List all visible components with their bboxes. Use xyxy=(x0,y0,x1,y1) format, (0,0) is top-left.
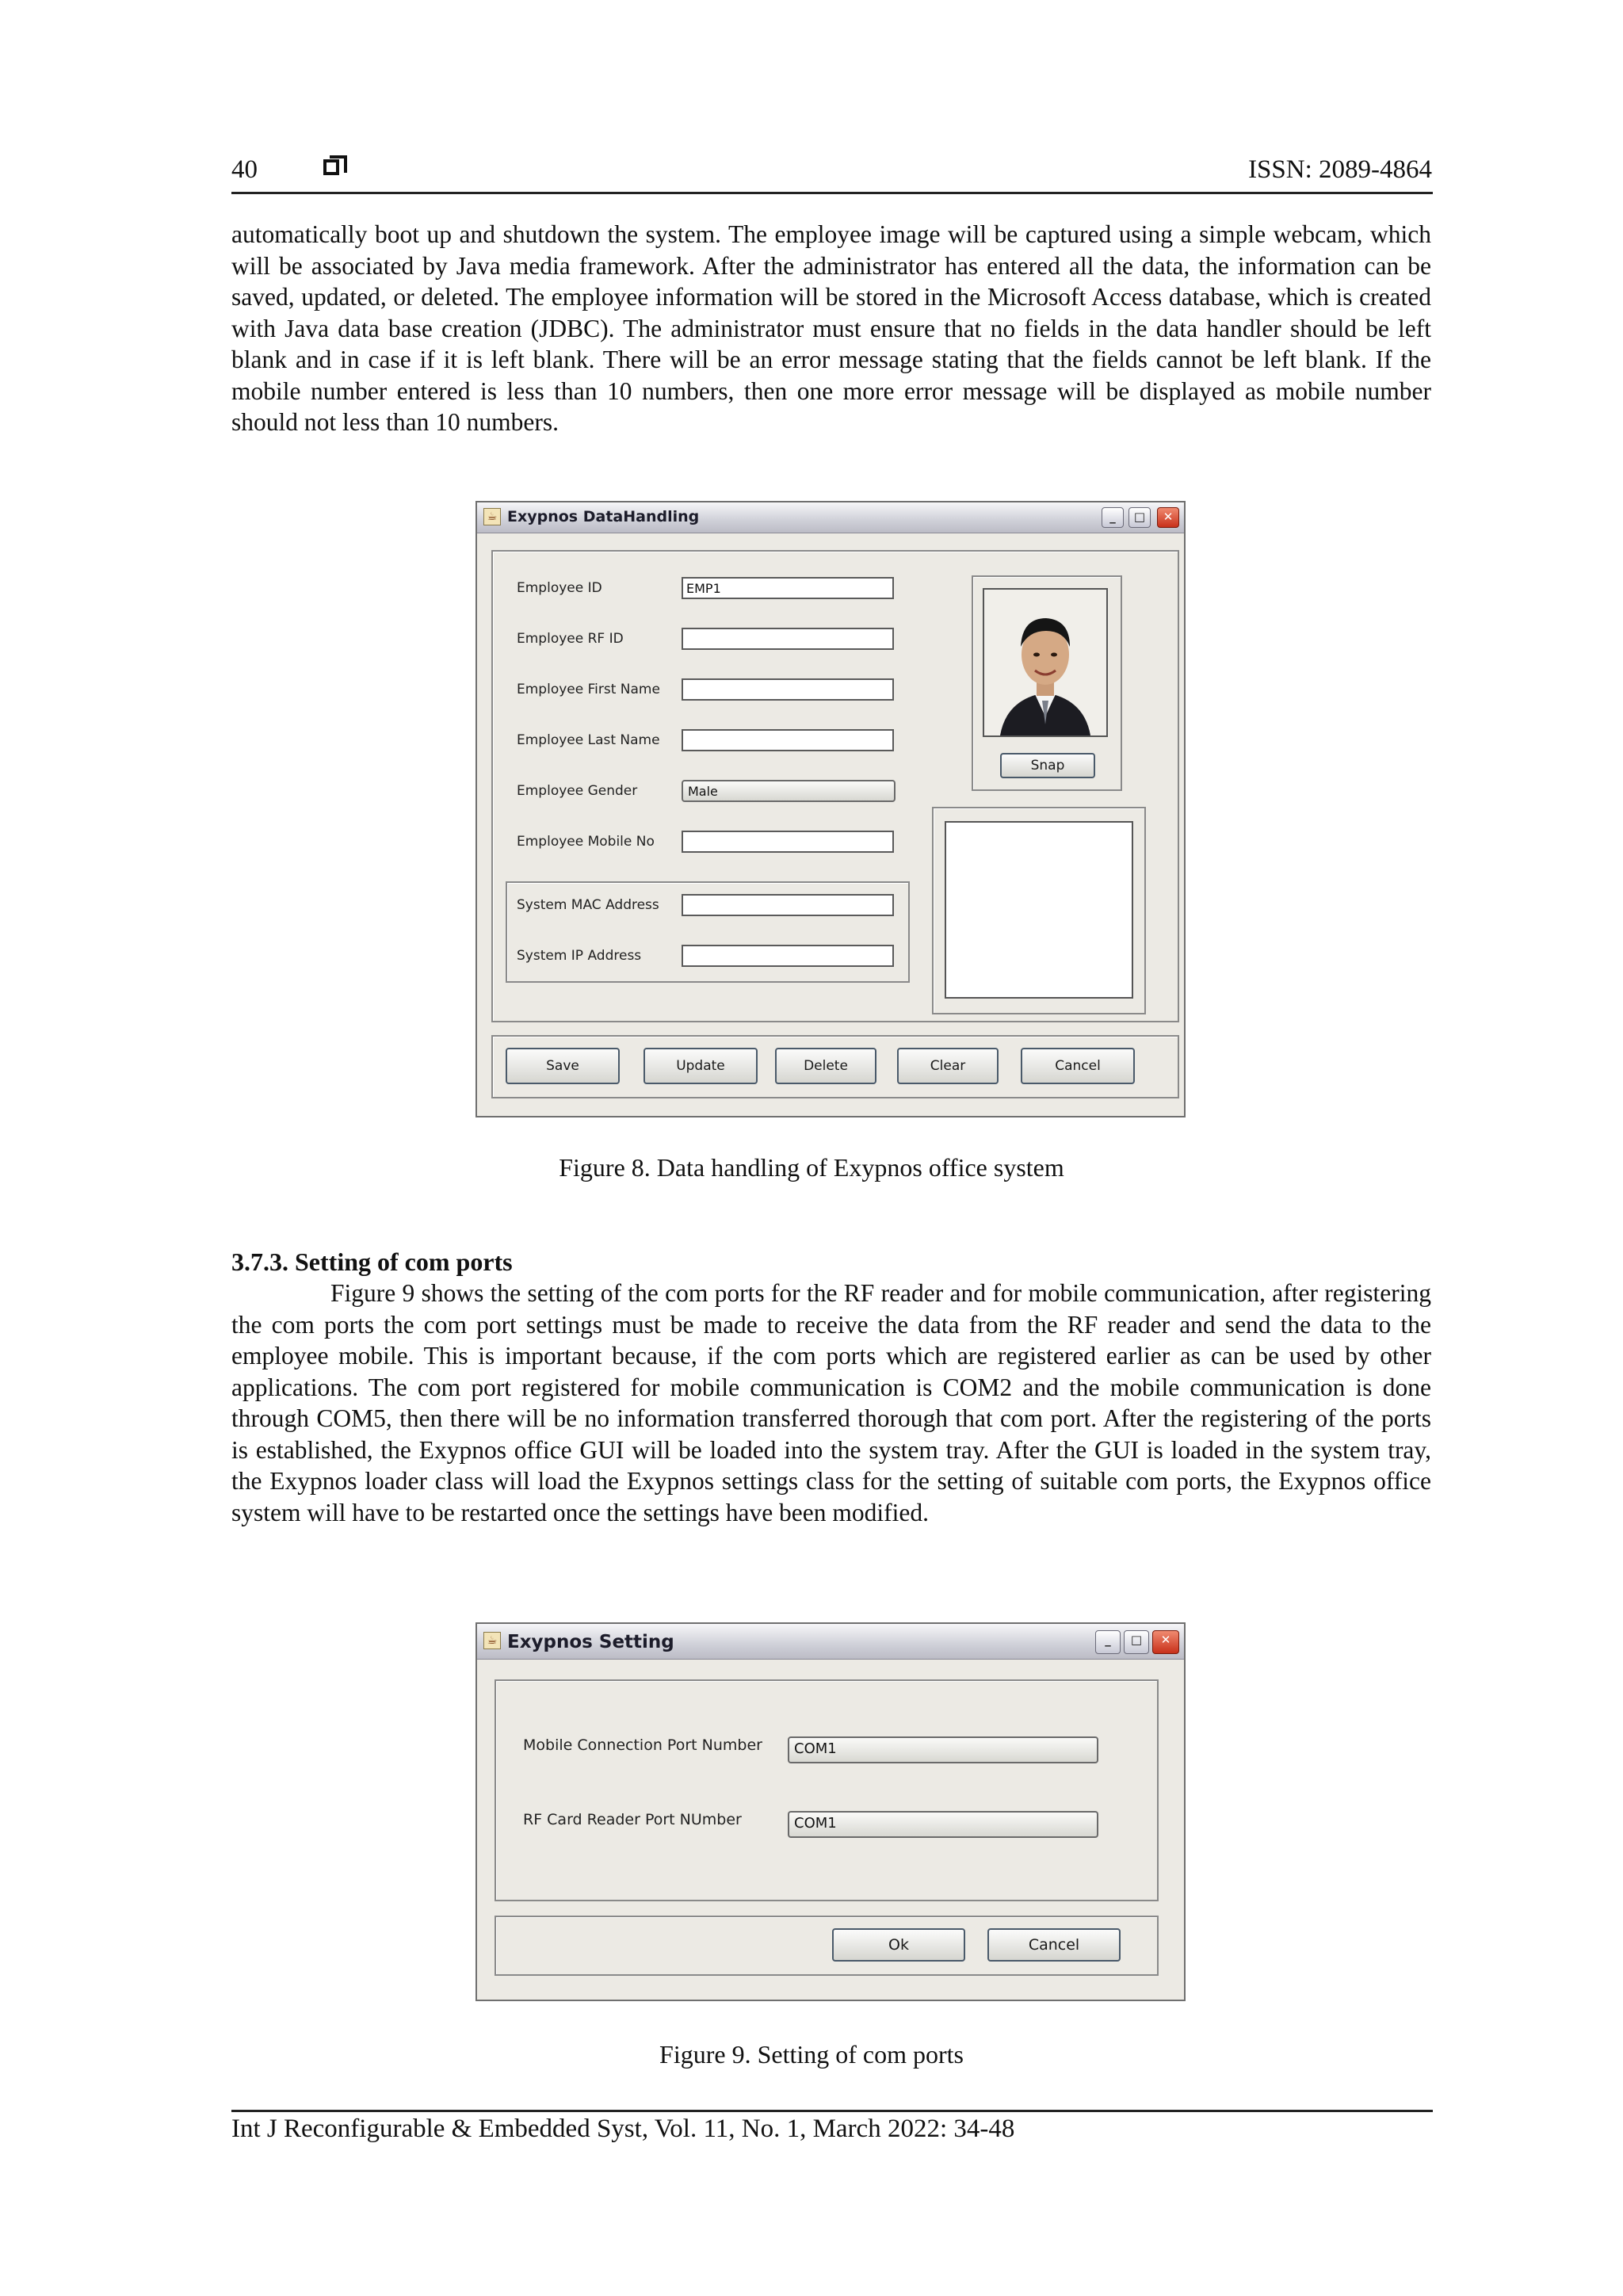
setting-titlebar xyxy=(477,1624,1184,1660)
header-rule xyxy=(231,192,1433,194)
ports-panel xyxy=(495,1679,1159,1901)
figure9-caption: Figure 9. Setting of com ports xyxy=(659,2040,964,2069)
last-name-input[interactable] xyxy=(682,729,894,751)
last-name-label: Employee Last Name xyxy=(517,732,660,748)
datahandling-titlebar xyxy=(477,502,1184,533)
footer-rule xyxy=(231,2110,1433,2112)
preview-area xyxy=(945,821,1133,999)
delete-button[interactable]: Delete xyxy=(775,1048,876,1084)
figure8-caption: Figure 8. Data handling of Exypnos office system xyxy=(559,1153,1064,1182)
employee-id-input[interactable]: EMP1 xyxy=(682,577,894,599)
intro-paragraph xyxy=(231,219,1431,438)
save-button[interactable]: Save xyxy=(506,1048,620,1084)
section-paragraph xyxy=(231,1278,1431,1528)
java-cup-icon: ☕ xyxy=(483,508,501,525)
setting-cancel-button[interactable]: Cancel xyxy=(987,1928,1121,1962)
square-bullet-icon xyxy=(323,159,339,175)
mac-address-label: System MAC Address xyxy=(517,897,659,913)
maximize-button[interactable]: □ xyxy=(1124,1630,1149,1654)
java-cup-icon: ☕ xyxy=(483,1632,501,1649)
setting-window xyxy=(475,1622,1186,2001)
employee-rf-id-input[interactable] xyxy=(682,628,894,650)
datahandling-window-title: Exypnos DataHandling xyxy=(507,508,700,525)
mobile-port-select[interactable]: COM1 xyxy=(788,1736,1098,1763)
employee-id-label: Employee ID xyxy=(517,580,602,596)
ok-button[interactable]: Ok xyxy=(832,1928,965,1962)
update-button[interactable]: Update xyxy=(643,1048,758,1084)
maximize-button[interactable]: □ xyxy=(1128,507,1151,528)
ip-address-input[interactable] xyxy=(682,945,894,967)
first-name-label: Employee First Name xyxy=(517,682,660,697)
journal-issn: ISSN: 2089-4864 xyxy=(1248,155,1432,184)
gender-select[interactable]: Male xyxy=(682,780,896,802)
section-heading: 3.7.3. Setting of com ports xyxy=(231,1247,513,1276)
cancel-button[interactable]: Cancel xyxy=(1021,1048,1135,1084)
employee-rf-id-label: Employee RF ID xyxy=(517,631,624,647)
close-button[interactable]: ✕ xyxy=(1152,1630,1179,1654)
first-name-input[interactable] xyxy=(682,678,894,701)
close-button[interactable]: ✕ xyxy=(1157,507,1179,528)
footer-citation: Int J Reconfigurable & Embedded Syst, Vol. 11, No. 1, March 2022: 34-48 xyxy=(231,2115,1015,2143)
gender-label: Employee Gender xyxy=(517,783,638,799)
mobile-no-input[interactable] xyxy=(682,831,894,853)
minimize-button[interactable]: _ xyxy=(1095,1630,1121,1654)
rf-port-select[interactable]: COM1 xyxy=(788,1811,1098,1838)
intro-paragraph-text: automatically boot up and shutdown the system. The employee image will be captured using a simple webcam, which will be associated by Java media framework. After the administrator has entered all the data, the information can be saved, updated, or deleted. The employee information will be stored in the Microsoft Access database, which is created with Java data base creation (JDBC). The administrator must ensure that no fields in the data handler should be left blank and in case if it is left blank. There will be an error message stating that the fields cannot be left blank. If the mobile number entered is less than 10 numbers, then one more error message will be displayed as mobile number should not less than 10 numbers. xyxy=(231,220,1431,436)
snap-button[interactable]: Snap xyxy=(1000,753,1095,778)
section-paragraph-text: Figure 9 shows the setting of the com ports for the RF reader and for mobile communication, after registering the com ports the com port settings must be made to receive the data from the RF reader and send the data to the employee mobile. This is important because, if the com ports which are registered earlier as can be used by other applications. The com port registered for mobile communication is COM2 and the mobile communication is done through COM5, then there will be no information transferred thorough that com port. After the registering of the ports is established, the Exypnos office GUI will be loaded into the system tray. After the GUI is loaded in the system tray, the Exypnos loader class will load the Exypnos settings class for the setting of suitable com ports, the Exypnos office system will have to be restarted once the settings have been modified. xyxy=(231,1279,1431,1526)
page-number: 40 xyxy=(231,155,258,184)
employee-photo xyxy=(983,588,1108,737)
rf-port-label: RF Card Reader Port NUmber xyxy=(523,1811,742,1828)
mac-address-input[interactable] xyxy=(682,894,894,916)
employee-portrait-icon xyxy=(984,590,1106,735)
minimize-button[interactable]: _ xyxy=(1102,507,1124,528)
datahandling-window xyxy=(475,501,1186,1117)
mobile-no-label: Employee Mobile No xyxy=(517,834,655,850)
clear-button[interactable]: Clear xyxy=(897,1048,999,1084)
ip-address-label: System IP Address xyxy=(517,948,642,964)
setting-window-title: Exypnos Setting xyxy=(507,1632,674,1652)
mobile-port-label: Mobile Connection Port Number xyxy=(523,1736,762,1754)
